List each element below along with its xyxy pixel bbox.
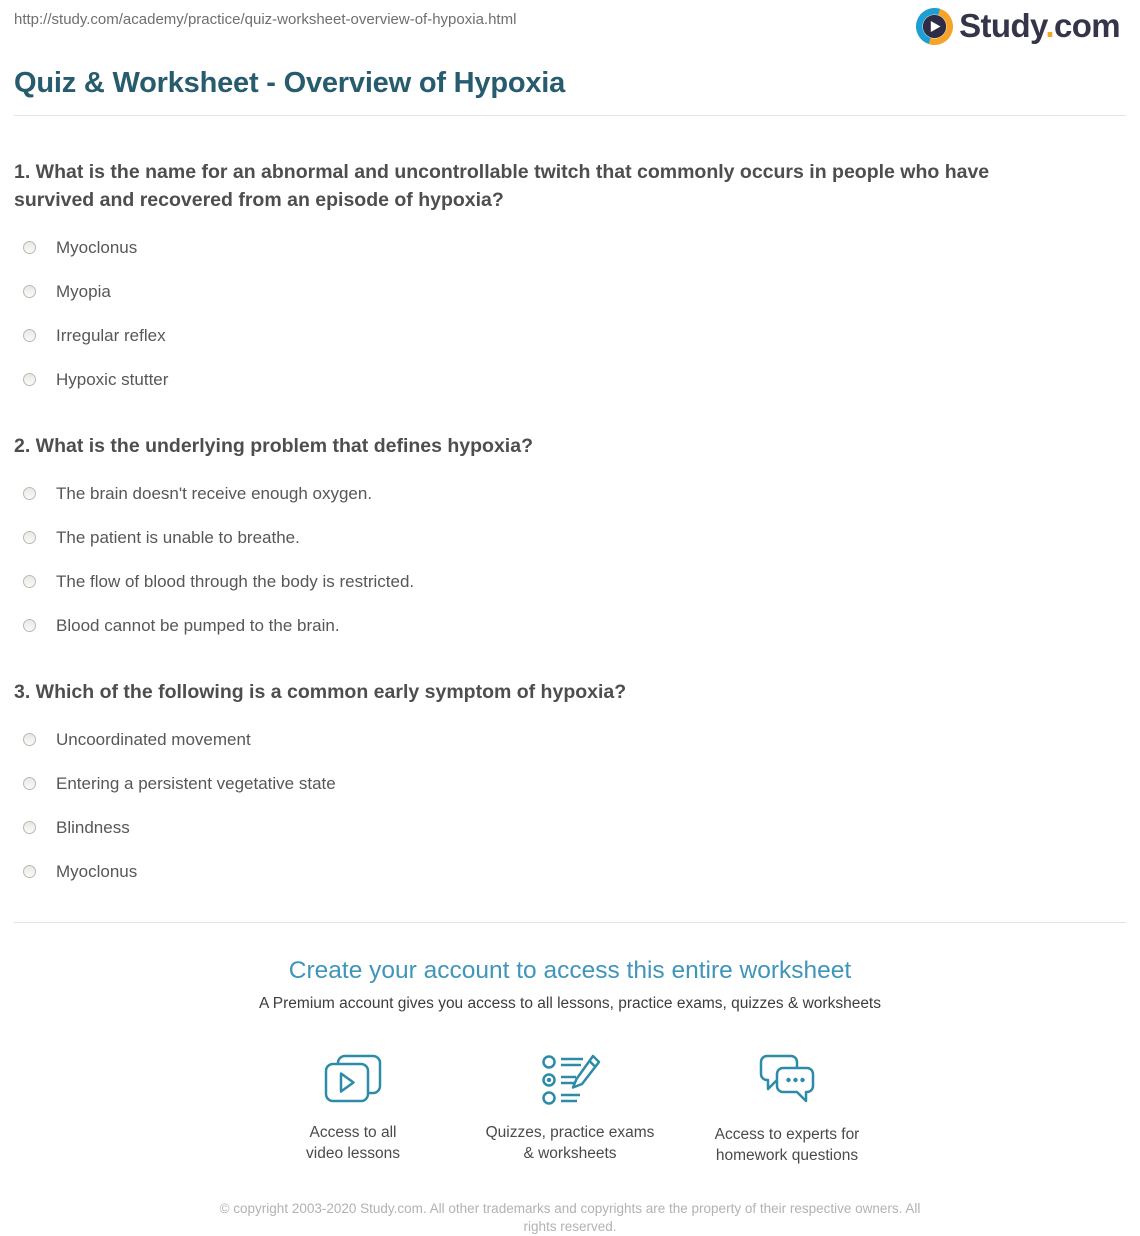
- option-row[interactable]: [14, 325, 1126, 346]
- option-label[interactable]: Blood cannot be pumped to the brain.: [56, 615, 340, 635]
- quizzes-worksheets-icon: [538, 1053, 602, 1109]
- studycom-logo[interactable]: [916, 7, 1120, 45]
- feature-video-lessons: [253, 1053, 453, 1166]
- radio-button[interactable]: [23, 865, 36, 878]
- radio-button[interactable]: [23, 285, 36, 298]
- feature-quizzes-worksheets: [470, 1053, 670, 1166]
- title-divider: [14, 115, 1126, 116]
- option-row[interactable]: [14, 817, 1126, 838]
- option-row[interactable]: [14, 729, 1126, 750]
- radio-button[interactable]: [23, 241, 36, 254]
- page-url: http://study.com/academy/practice/quiz-worksheet-overview-of-hypoxia.html: [14, 11, 517, 28]
- feature-expert-help: [687, 1053, 887, 1166]
- option-label[interactable]: Hypoxic stutter: [56, 369, 169, 389]
- option-label[interactable]: Uncoordinated movement: [56, 729, 251, 749]
- option-row[interactable]: [14, 237, 1126, 258]
- question-2: [14, 432, 1126, 636]
- question-2-heading: 2. What is the underlying problem that defines hypoxia?: [14, 435, 533, 457]
- option-row[interactable]: [14, 773, 1126, 794]
- option-row[interactable]: [14, 527, 1126, 548]
- option-row[interactable]: [14, 571, 1126, 592]
- radio-button[interactable]: [23, 531, 36, 544]
- studycom-logo-text: Study.com: [959, 7, 1120, 44]
- radio-button[interactable]: [23, 821, 36, 834]
- option-label[interactable]: Myopia: [56, 281, 111, 301]
- feature-label: Access to all video lessons: [306, 1124, 400, 1162]
- premium-subheading: A Premium account gives you access to all lessons, practice exams, quizzes & worksheets: [259, 995, 881, 1012]
- option-label[interactable]: Irregular reflex: [56, 325, 166, 345]
- question-2-options: [14, 483, 1126, 636]
- radio-button[interactable]: [23, 777, 36, 790]
- video-lessons-icon: [322, 1053, 384, 1109]
- studycom-logo-icon: [916, 8, 953, 45]
- radio-button[interactable]: [23, 733, 36, 746]
- cta-divider: [14, 922, 1126, 923]
- question-1: [14, 158, 1126, 390]
- option-label[interactable]: The brain doesn't receive enough oxygen.: [56, 483, 373, 503]
- radio-button[interactable]: [23, 487, 36, 500]
- option-label[interactable]: The patient is unable to breathe.: [56, 527, 300, 547]
- radio-button[interactable]: [23, 619, 36, 632]
- radio-button[interactable]: [23, 575, 36, 588]
- question-3: [14, 678, 1126, 882]
- cta-section: [14, 957, 1126, 1166]
- feature-label: Access to experts for homework questions: [714, 1126, 860, 1164]
- experts-chat-icon: [755, 1053, 819, 1109]
- question-3-heading: 3. Which of the following is a common early symptom of hypoxia?: [14, 681, 627, 703]
- option-label[interactable]: Myoclonus: [56, 861, 138, 881]
- feature-row: [14, 1053, 1126, 1166]
- question-1-heading: 1. What is the name for an abnormal and uncontrollable twitch that commonly occurs in people who have survived and recovered from an episode of hypoxia?: [14, 161, 990, 211]
- question-3-options: [14, 729, 1126, 882]
- question-1-options: [14, 237, 1126, 390]
- page-title: Quiz & Worksheet - Overview of Hypoxia: [14, 67, 566, 99]
- option-row[interactable]: [14, 369, 1126, 390]
- option-row[interactable]: [14, 483, 1126, 504]
- option-row[interactable]: [14, 615, 1126, 636]
- option-label[interactable]: The flow of blood through the body is restricted.: [56, 571, 415, 591]
- option-row[interactable]: [14, 281, 1126, 302]
- option-label[interactable]: Myoclonus: [56, 237, 138, 257]
- copyright-notice: © copyright 2003-2020 Study.com. All other trademarks and copyrights are the property of their respective owners. All rights reserved.: [219, 1201, 921, 1234]
- radio-button[interactable]: [23, 329, 36, 342]
- option-label[interactable]: Blindness: [56, 817, 130, 837]
- option-label[interactable]: Entering a persistent vegetative state: [56, 773, 336, 793]
- radio-button[interactable]: [23, 373, 36, 386]
- option-row[interactable]: [14, 861, 1126, 882]
- create-account-link[interactable]: Create your account to access this entire worksheet: [288, 957, 852, 984]
- feature-label: Quizzes, practice exams & worksheets: [485, 1124, 655, 1162]
